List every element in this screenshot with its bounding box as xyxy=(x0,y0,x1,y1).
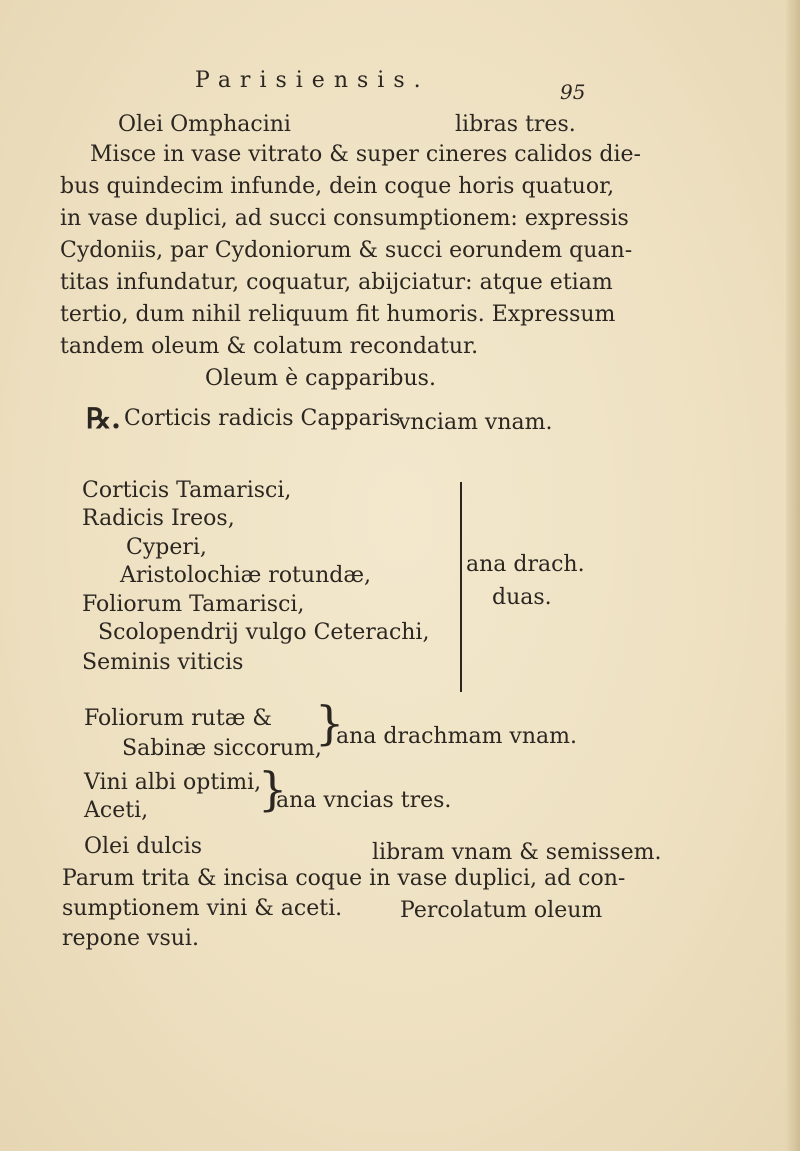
text-line: in vase duplici, ad succi consumptionem: expressis xyxy=(60,206,629,231)
grouping-brace: } xyxy=(315,696,345,750)
text-line: Cydoniis, par Cydoniorum & succi eorundem quan- xyxy=(60,238,633,263)
text-line: repone vsui. xyxy=(62,926,199,951)
page-edge xyxy=(786,0,800,1151)
ingredient-item: Seminis viticis xyxy=(82,650,244,675)
ingredient-item: Aristolochiæ rotundæ, xyxy=(120,563,371,588)
ingredient-dose: libras tres. xyxy=(455,112,576,137)
ingredient-dose: libram vnam & semissem. xyxy=(372,840,662,865)
grouping-brace xyxy=(450,482,462,692)
text-line: tandem oleum & colatum recondatur. xyxy=(60,334,479,359)
ingredient-item: Aceti, xyxy=(84,798,149,823)
ingredient-left: Olei Omphacini xyxy=(118,112,291,137)
text-line: Misce in vase vitrato & super cineres calidos die- xyxy=(90,142,641,167)
section-title: Oleum è capparibus. xyxy=(205,366,436,391)
ingredient-item: Radicis Ireos, xyxy=(82,506,235,531)
running-head: Parisiensis. xyxy=(195,68,430,93)
ingredient-item: Sabinæ siccorum, xyxy=(122,736,322,761)
ingredient-dose: ana drachmam vnam. xyxy=(336,724,578,749)
grouping-brace: } xyxy=(258,762,288,816)
text-line: sumptionem vini & aceti. xyxy=(62,896,343,921)
ingredient-left: Olei dulcis xyxy=(84,834,203,859)
ingredient-item: Foliorum Tamarisci, xyxy=(82,592,305,617)
text-line: titas infundatur, coquatur, abijciatur: atque etiam xyxy=(60,270,613,295)
text-line: Parum trita & incisa coque in vase duplici, ad con- xyxy=(62,866,626,891)
recipe-symbol: ℞. xyxy=(86,402,121,435)
ingredient-item: Scolopendrij vulgo Ceterachi, xyxy=(98,620,430,645)
text-line: bus quindecim infunde, dein coque horis quatuor, xyxy=(60,174,615,199)
text-line: tertio, dum nihil reliquum fit humoris. Expressum xyxy=(60,302,616,327)
ingredient-item: Foliorum rutæ & xyxy=(84,706,272,731)
ingredient-dose: vnciam vnam. xyxy=(398,410,553,435)
ingredient-dose: duas. xyxy=(492,585,552,610)
ingredient-dose: ana drach. xyxy=(466,552,585,577)
text-line: Percolatum oleum xyxy=(400,898,603,923)
page-number: 95 xyxy=(560,80,586,104)
ingredient-item: Corticis Tamarisci, xyxy=(82,478,292,503)
ingredient-item: Cyperi, xyxy=(126,535,207,560)
ingredient-left: Corticis radicis Capparis xyxy=(124,406,401,431)
ingredient-dose: ana vncias tres. xyxy=(276,788,452,813)
ingredient-item: Vini albi optimi, xyxy=(84,770,262,795)
